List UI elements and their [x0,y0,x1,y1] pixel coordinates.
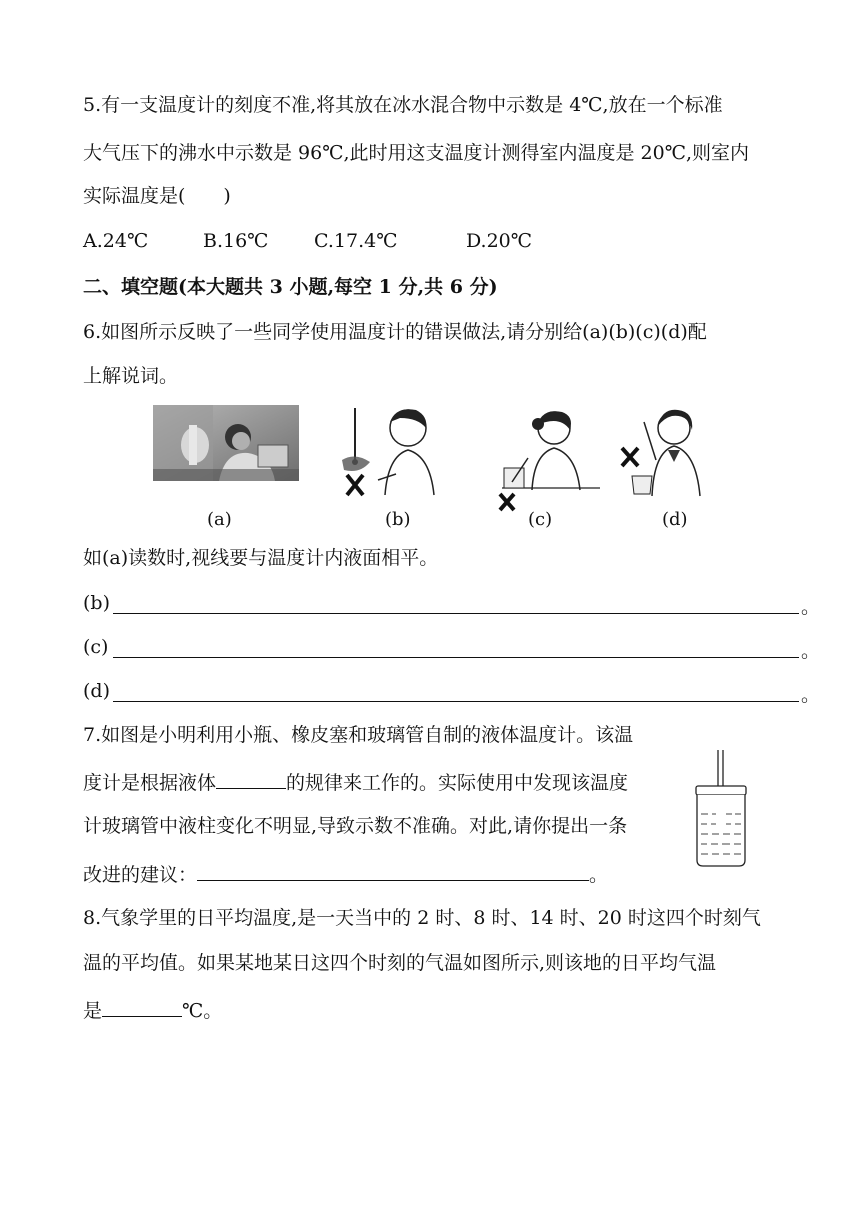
figure-c-girl [496,402,602,512]
q7-line-1: 7.如图是小明利用小瓶、橡皮塞和玻璃管自制的液体温度计。该温 [83,724,634,746]
bottle-thermometer-figure [690,748,752,870]
q7-blank-1[interactable] [216,768,286,789]
q8-blank[interactable] [102,996,182,1017]
q6-line-2: 上解说词。 [83,365,179,387]
caption-d: (d) [662,509,688,530]
q7-line-4-part-a: 改进的建议： [83,864,198,886]
q7-line-3: 计玻璃管中液柱变化不明显,导致示数不准确。对此,请你提出一条 [83,815,628,837]
q8-line-1: 8.气象学里的日平均温度,是一天当中的 2 时、8 时、14 时、20 时这四个时刻气 [83,907,761,929]
answer-line-d[interactable] [113,701,799,702]
q8-line-3-part-a: 是 [83,1000,103,1022]
q5-line-3: 实际温度是( ) [83,185,231,207]
caption-b: (b) [385,509,411,530]
caption-a: (a) [207,509,232,530]
blank-end-c: 。 [801,640,821,662]
q7-line-4 [83,860,608,887]
q5-line-1: 5.有一支温度计的刻度不准,将其放在冰水混合物中示数是 4℃,放在一个标准 [83,94,723,116]
q5-option-d: D.20℃ [466,230,533,252]
q6-example: 如(a)读数时,视线要与温度计内液面相平。 [83,547,439,569]
q5-option-b: B.16℃ [203,230,269,252]
q8-line-3 [83,996,222,1023]
caption-c: (c) [528,509,553,530]
blank-end-b: 。 [801,596,821,618]
blank-label-b: (b) [83,592,110,614]
q7-line-4-part-b: 。 [589,864,609,886]
q7-line-2 [83,768,628,795]
blank-end-d: 。 [801,684,821,706]
figure-d-girl [618,402,720,500]
q6-blank-c [83,636,821,662]
blank-label-d: (d) [83,680,110,702]
answer-line-b[interactable] [113,613,799,614]
q8-line-3-part-b: ℃。 [182,1000,223,1022]
section-2-title: 二、填空题(本大题共 3 小题,每空 1 分,共 6 分) [83,276,498,298]
q8-line-2: 温的平均值。如果某地某日这四个时刻的气温如图所示,则该地的日平均气温 [83,952,717,974]
q5-option-a: A.24℃ [83,230,149,252]
q7-blank-2[interactable] [197,860,589,881]
q6-blank-b [83,592,821,618]
figure-a-photo [153,405,299,481]
answer-line-c[interactable] [113,657,799,658]
figure-b-boy [330,400,440,498]
q6-blank-d [83,680,821,706]
q7-line-2-part-b: 的规律来工作的。实际使用中发现该温度 [286,772,629,794]
q5-option-c: C.17.4℃ [314,230,398,252]
q5-line-2: 大气压下的沸水中示数是 96℃,此时用这支温度计测得室内温度是 20℃,则室内 [83,142,750,164]
q7-line-2-part-a: 度计是根据液体 [83,772,217,794]
blank-label-c: (c) [83,636,109,658]
q6-line-1: 6.如图所示反映了一些同学使用温度计的错误做法,请分别给(a)(b)(c)(d)配 [83,321,707,343]
